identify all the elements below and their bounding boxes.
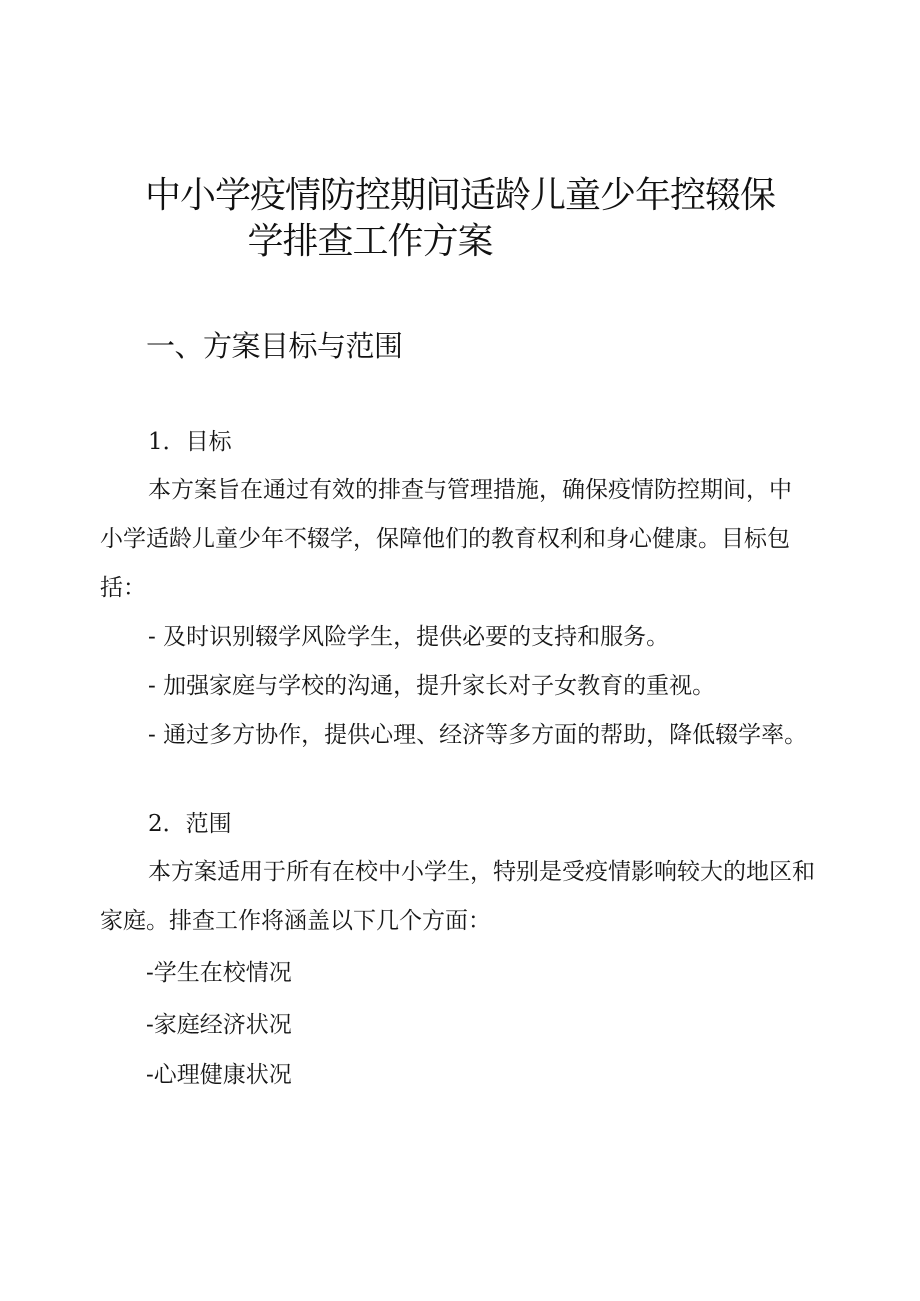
section-heading: 一、方案目标与范围 xyxy=(146,329,403,363)
scope-paragraph-line: 家庭。排查工作将涵盖以下几个方面： xyxy=(100,908,491,934)
goal-bullet-item: - 及时识别辍学风险学生，提供必要的支持和服务。 xyxy=(148,624,670,650)
subsection-heading-scope: 2．范围 xyxy=(148,811,232,837)
goal-paragraph-line: 本方案旨在通过有效的排查与管理措施，确保疫情防控期间，中 xyxy=(148,477,792,503)
goal-paragraph-line: 括： xyxy=(100,575,146,601)
scope-bullet-item: -学生在校情况 xyxy=(146,960,292,986)
document-title-line-2: 学排查工作方案 xyxy=(247,221,493,262)
goal-bullet-item: - 加强家庭与学校的沟通，提升家长对子女教育的重视。 xyxy=(148,673,716,699)
scope-bullet-item: -家庭经济状况 xyxy=(146,1012,292,1038)
goal-bullet-item: - 通过多方协作，提供心理、经济等多方面的帮助，降低辍学率。 xyxy=(148,722,808,748)
document-title-line-1: 中小学疫情防控期间适龄儿童少年控辍保 xyxy=(144,175,775,216)
scope-paragraph-line: 本方案适用于所有在校中小学生，特别是受疫情影响较大的地区和 xyxy=(148,859,815,885)
goal-paragraph-line: 小学适龄儿童少年不辍学，保障他们的教育权利和身心健康。目标包 xyxy=(100,526,790,552)
subsection-heading-goal: 1．目标 xyxy=(148,429,232,455)
scope-bullet-item: -心理健康状况 xyxy=(146,1062,292,1088)
